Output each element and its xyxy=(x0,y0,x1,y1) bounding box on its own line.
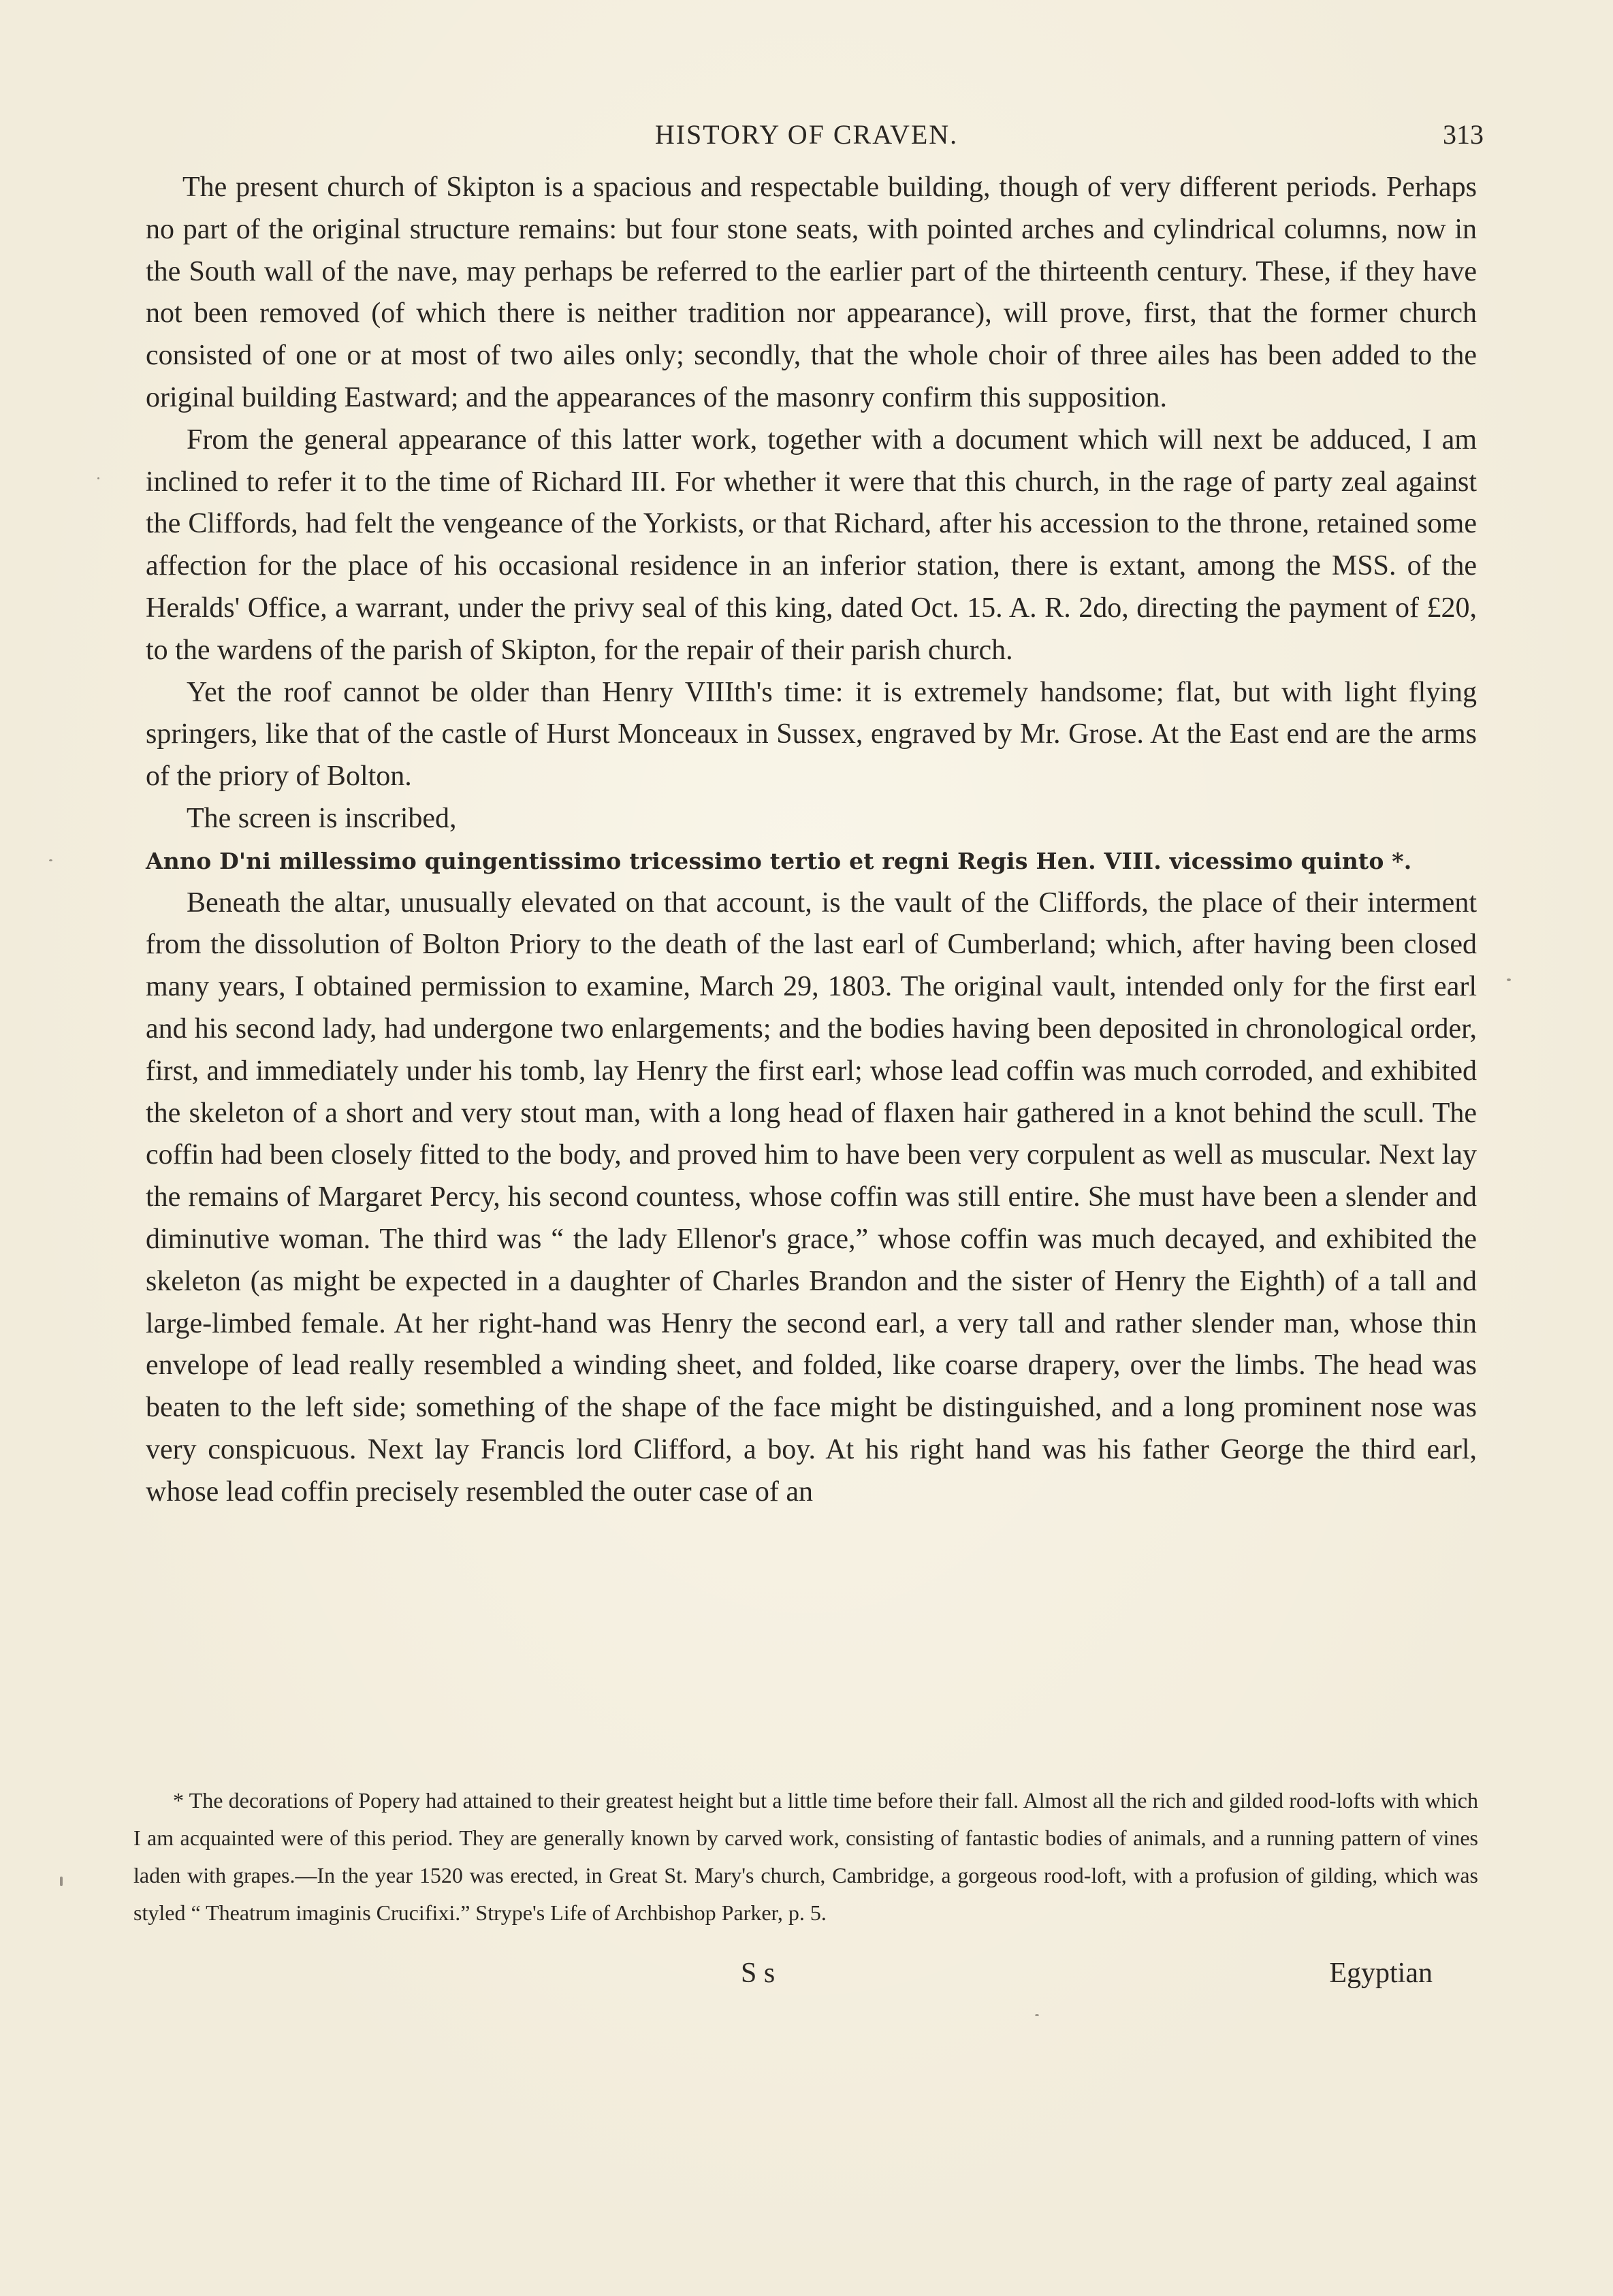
catchword: Egyptian xyxy=(1329,1958,1433,1989)
paragraph: The screen is inscribed, xyxy=(187,802,457,834)
paper-speck xyxy=(1507,978,1511,981)
paper-speck xyxy=(1035,2014,1039,2016)
running-title: HISTORY OF CRAVEN. xyxy=(654,119,959,150)
page-foot xyxy=(0,1953,1613,1994)
screen-inscription: Anno D'ni millessimo quingentissimo tricessimo tertio et regni Regis Hen. VIII. vicessimo quinto *. xyxy=(146,847,1412,874)
paper-speck xyxy=(49,859,52,861)
paragraph: Yet the roof cannot be older than Henry VIIIth's time: it is extremely handsome; flat, but with light flying springers, like that of the castle of Hurst Monceaux in Sussex, engraved by Mr. Grose. At the East end are the arms of the priory of Bolton. xyxy=(146,676,1477,793)
page-number: 313 xyxy=(1443,119,1484,150)
paper-speck xyxy=(97,477,99,479)
paragraph: From the general appearance of this latter work, together with a document which will next be adduced, I am inclined to refer it to the time of Richard III. For whether it were that this church, in the rage of party zeal against the Cliffords, had felt the vengeance of the Yorkists, or that Richard, after his accession to the throne, retained some affection for the place of his occasional residence in an inferior station, there is extant, among the MSS. of the Heralds' Office, a warrant, under the privy seal of this king, dated Oct. 15. A. R. 2do, directing the payment of £20, to the wardens of the parish of Skipton, for the repair of their parish church. xyxy=(146,424,1477,666)
signature-mark: S s xyxy=(741,1958,776,1989)
running-head xyxy=(0,114,1613,155)
body-text xyxy=(146,167,1477,1514)
paper-speck xyxy=(60,1877,63,1886)
paragraph: Beneath the altar, unusually elevated on that account, is the vault of the Cliffords, the place of their interment from the dissolution of Bolton Priory to the death of the last earl of Cumberland; which, after having been closed many years, I obtained permission to examine, March 29, 1803. The original vault, intended only for the first earl and his second lady, had undergone two enlargements; and the bodies having been deposited in chronological order, first, and immediately under his tomb, lay Henry the first earl; whose lead coffin was much corroded, and exhibited the skeleton of a short and very stout man, with a long head of flaxen hair gathered in a knot behind the scull. The coffin had been closely fitted to the body, and proved him to have been very corpulent as well as muscular. Next lay the remains of Margaret Percy, his second countess, whose coffin was still entire. She must have been a slender and diminutive woman. The third was “ the lady Ellenor's grace,” whose coffin was much decayed, and exhibited the skeleton (as might be expected in a daughter of Charles Brandon and the sister of Henry the Eighth) of a tall and large-limbed female. At her right-hand was Henry the second earl, a very tall and rather slender man, whose thin envelope of lead really resembled a winding sheet, and folded, like coarse drapery, over the limbs. The head was beaten to the left side; something of the shape of the face might be distinguished, and a long prominent nose was very conspicuous. Next lay Francis lord Clifford, a boy. At his right hand was his father George the third earl, whose lead coffin precisely resembled the outer case of an xyxy=(146,887,1477,1508)
paragraph: The present church of Skipton is a spacious and respectable building, though of very different periods. Perhaps no part of the original structure remains: but four stone seats, with pointed arches and cylindrical columns, now in the South wall of the nave, may perhaps be referred to the earlier part of the thirteenth century. These, if they have not been removed (of which there is neither tradition nor appearance), will prove, first, that the former church consisted of one or at most of two ailes only; secondly, that the whole choir of three ailes has been added to the original building Eastward; and the appearances of the masonry confirm this supposition. xyxy=(146,172,1477,413)
footnote: * The decorations of Popery had attained to their greatest height but a little time before their fall. Almost all the rich and gilded rood-lofts with which I am acquainted were of this period. They are generally known by carved work, consisting of fantastic bodies of animals, and a running pattern of vines laden with grapes.—In the year 1520 was erected, in Great St. Mary's church, Cambridge, a gorgeous rood-loft, with a profusion of gilding, which was styled “ Theatrum imaginis Crucifixi.” Strype's Life of Archbishop Parker, p. 5. xyxy=(133,1788,1478,1925)
